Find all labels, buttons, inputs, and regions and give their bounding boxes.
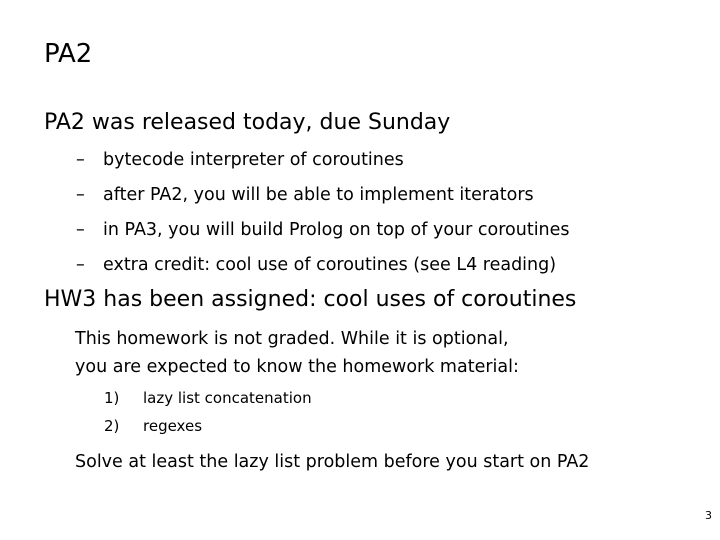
hw3-note-line-2: you are expected to know the homework material: <box>75 357 519 377</box>
pa2-subitem-text: extra credit: cool use of coroutines (see L4 reading) <box>103 255 557 275</box>
bullet-pa2-release: PA2 was released today, due Sunday <box>44 110 451 135</box>
page-number: 3 <box>705 509 712 522</box>
pa2-subitem-text: after PA2, you will be able to implement iterators <box>103 185 534 205</box>
dash-marker: – <box>76 185 85 205</box>
pa2-subitem-text: bytecode interpreter of coroutines <box>103 150 404 170</box>
item-text: lazy list concatenation <box>143 389 312 407</box>
hw3-closing-note: Solve at least the lazy list problem before you start on PA2 <box>75 452 590 472</box>
item-number: 1) <box>104 389 120 407</box>
item-number: 2) <box>104 417 120 435</box>
dash-marker: – <box>76 220 85 240</box>
dash-marker: – <box>76 255 85 275</box>
item-text: regexes <box>143 417 203 435</box>
bullet-hw3-assigned: HW3 has been assigned: cool uses of coroutines <box>44 287 577 312</box>
slide-title: PA2 <box>44 39 93 69</box>
pa2-subitem-text: in PA3, you will build Prolog on top of your coroutines <box>103 220 570 240</box>
dash-marker: – <box>76 150 85 170</box>
hw3-note-line-1: This homework is not graded. While it is optional, <box>75 329 509 349</box>
